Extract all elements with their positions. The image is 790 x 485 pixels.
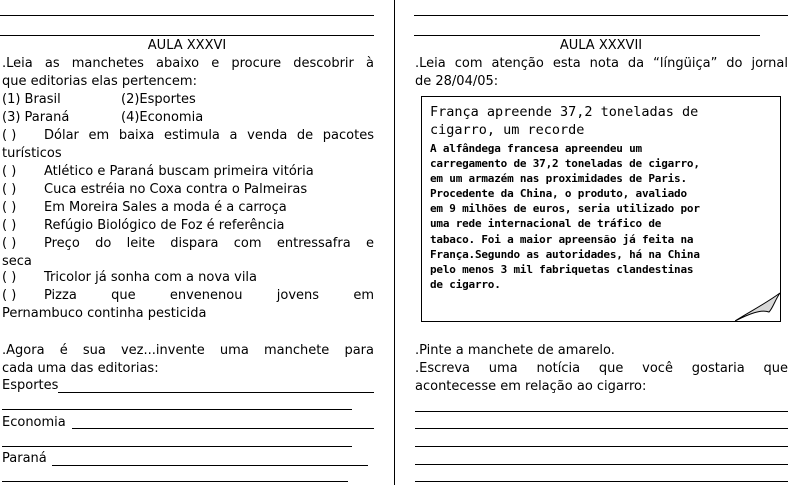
note-body-line: pelo menos 3 mil fabriquetas clandestinas (430, 262, 694, 276)
top-rule-2 (414, 35, 760, 36)
note-body-line: em 9 milhões de euros, seria utilizado por (430, 202, 700, 216)
note-headline (430, 103, 698, 139)
headline-text: Cuca estréia no Coxa contra o Palmeiras (44, 182, 308, 197)
note-headline-line-2: cigarro, um recorde (430, 122, 585, 138)
note-body-line: tabaco. Foi a maior apreensão já feita na (430, 232, 694, 246)
note-body-line: carregamento de 37,2 toneladas de cigarro, (430, 157, 700, 171)
headline-text: Em Moreira Sales a moda é a carroça (44, 200, 287, 215)
answer-slot[interactable]: ( ) (2, 164, 17, 179)
headline-text: Refúgio Biológico de Foz é referência (44, 218, 285, 233)
instruction-line-2: de 28/04/05: (415, 74, 499, 89)
economia-answer-line-2[interactable] (2, 446, 352, 447)
top-rule-1 (414, 15, 788, 16)
column-divider (394, 0, 395, 485)
answer-line[interactable] (415, 464, 788, 465)
top-rule-1 (0, 15, 374, 16)
note-body-line: de cigarro. (430, 277, 501, 291)
esportes-answer-line[interactable] (58, 392, 374, 393)
task-paint: .Pinte a manchete de amarelo. (415, 343, 615, 358)
answer-slot[interactable]: ( ) (2, 182, 17, 197)
answer-line[interactable] (415, 481, 788, 482)
editoria-3: (3) Paraná (2, 110, 70, 125)
editoria-2: (2)Esportes (121, 92, 196, 107)
top-rule-2 (0, 35, 374, 36)
news-note-box (421, 96, 781, 322)
note-body-line: A alfândega francesa apreendeu um (430, 142, 642, 155)
answer-slot[interactable]: ( ) (2, 128, 17, 143)
note-body-line: uma rede internacional de tráfico de (430, 217, 662, 231)
answer-slot[interactable]: ( ) (2, 236, 17, 251)
answer-slot[interactable]: ( ) (2, 218, 17, 233)
headline-text: Tricolor já sonha com a nova vila (44, 270, 258, 285)
headline-continuation: turísticos (2, 146, 62, 161)
editoria-1: (1) Brasil (2, 92, 61, 107)
headline-text: Preço do leite dispara com entressafra e (44, 236, 374, 251)
esportes-answer-line-2[interactable] (2, 409, 352, 410)
note-body-line: Procedente da China, o produto, avaliado (430, 187, 687, 201)
field-label-esportes: Esportes (2, 378, 59, 393)
task-line-2: cada uma das editorias: (2, 361, 159, 376)
headline-text: Pizza que envenenou jovens em (44, 288, 374, 303)
task-write-line-2: acontecesse em relação ao cigarro: (415, 379, 647, 394)
parana-answer-line[interactable] (52, 465, 368, 466)
headline-text: Atlético e Paraná buscam primeira vitória (44, 164, 314, 179)
headline-text: Dólar em baixa estimula a venda de pacotes (44, 128, 374, 143)
instruction-line-2: que editorias elas pertencem: (2, 74, 197, 89)
note-body-line: França.Segundo as autoridades, há na China (430, 247, 700, 261)
headline-continuation: seca (2, 254, 32, 269)
instruction-line-1: .Leia as manchetes abaixo e procure descobrir à (2, 56, 374, 71)
answer-slot[interactable]: ( ) (2, 200, 17, 215)
task-line-1: .Agora é sua vez...invente uma manchete para (2, 343, 374, 358)
editoria-4: (4)Economia (121, 110, 204, 125)
answer-line[interactable] (415, 428, 788, 429)
note-body-line: em um armazém nas proximidades de Paris. (430, 172, 687, 186)
page-curl-icon (735, 292, 781, 322)
field-label-economia: Economia (2, 415, 66, 430)
note-headline-line-1: França apreende 37,2 toneladas de (430, 104, 699, 120)
answer-slot[interactable]: ( ) (2, 288, 17, 303)
answer-line[interactable] (415, 411, 788, 412)
instruction-line-1: .Leia com atenção esta nota da “língüiça” do jornal (415, 56, 788, 71)
field-label-parana: Paraná (2, 451, 47, 466)
lesson-title: AULA XXXVI (147, 38, 227, 53)
answer-line[interactable] (415, 446, 788, 447)
note-body (430, 141, 775, 292)
parana-answer-line-2[interactable] (2, 481, 348, 482)
task-write-line-1: .Escreva uma notícia que você gostaria que (415, 361, 788, 376)
lesson-title: AULA XXXVII (559, 38, 643, 53)
headline-continuation: Pernambuco continha pesticida (2, 306, 207, 321)
economia-answer-line[interactable] (72, 428, 374, 429)
answer-slot[interactable]: ( ) (2, 270, 17, 285)
